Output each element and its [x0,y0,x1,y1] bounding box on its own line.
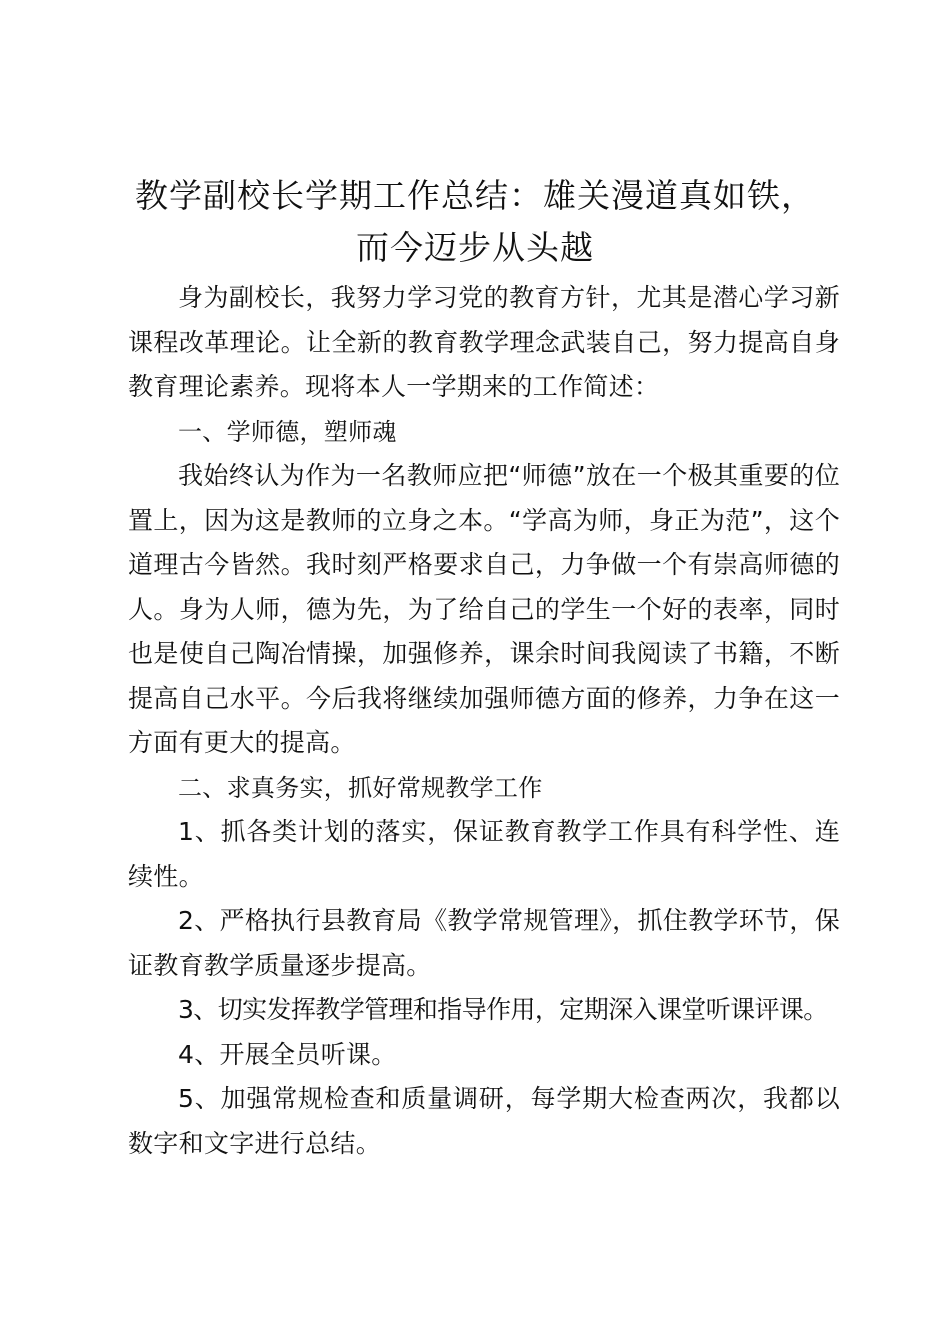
section-heading-1: 一、学师德，塑师魂 [178,417,397,446]
list-item-5: 5、加强常规检查和质量调研，每学期大检查两次，我都以数字和文字进行总结。 [128,1084,840,1158]
list-item-3: 3、切实发挥教学管理和指导作用，定期深入课堂听课评课。 [178,995,828,1024]
list-item-4: 4、开展全员听课。 [178,1039,397,1069]
list-item-2: 2、严格执行县教育局《教学常规管理》，抓住教学环节，保证教育教学质量逐步提高。 [128,906,840,980]
list-item-1: 1、抓各类计划的落实，保证教育教学工作具有科学性、连续性。 [128,817,840,891]
document-body [128,276,840,1166]
intro-paragraph: 身为副校长，我努力学习党的教育方针，尤其是潜心学习新课程改革理论。让全新的教育教学理念武装自己，努力提高自身教育理论素养。现将本人一学期来的工作简述： [128,283,840,401]
title-line-1: 教学副校长学期工作总结：雄关漫道真如铁， [135,176,815,215]
section-heading-2: 二、求真务实，抓好常规教学工作 [178,773,543,802]
title-line-2: 而今迈步从头越 [356,228,594,267]
document-title [110,170,840,274]
ethics-paragraph: 我始终认为作为一名教师应把“师德”放在一个极其重要的位置上，因为这是教师的立身之本。“学高为师，身正为范”，这个道理古今皆然。我时刻严格要求自己，力争做一个有崇高师德的人。身为人师，德为先，为了给自己的学生一个好的表率，同时也是使自己陶冶情操，加强修养，课余时间我阅读了书籍，不断提高自己水平。今后我将继续加强师德方面的修养，力争在这一方面有更大的提高。 [128,461,840,757]
